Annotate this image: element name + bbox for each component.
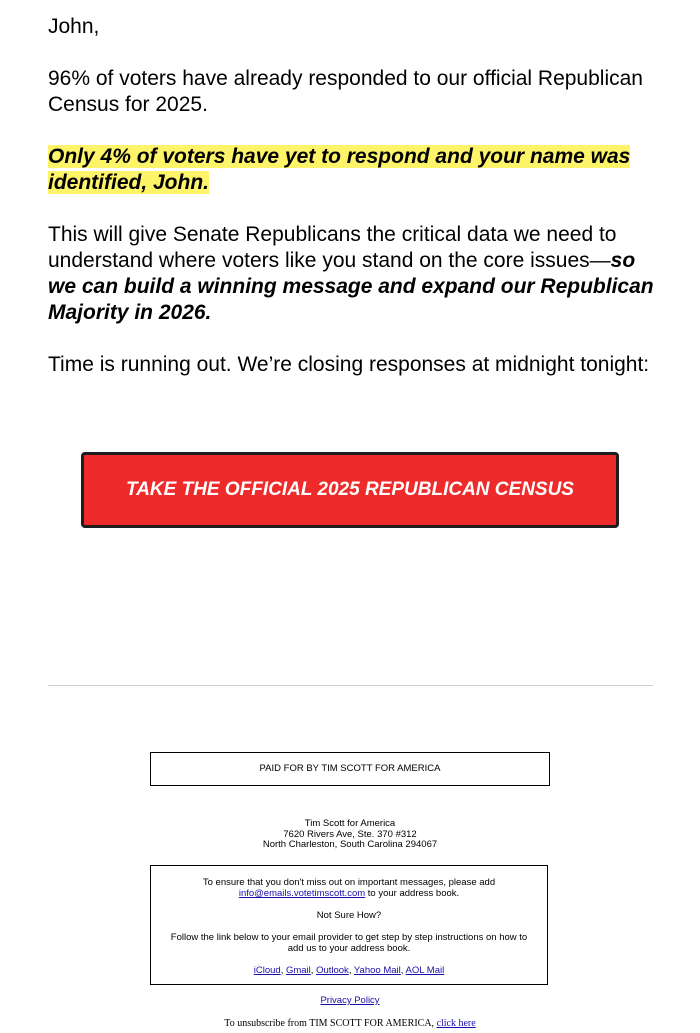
unsubscribe-link[interactable]: click here bbox=[436, 1018, 476, 1029]
data-paragraph bbox=[48, 222, 658, 326]
provider-link-aol[interactable]: AOL Mail bbox=[405, 965, 445, 976]
mailing-address bbox=[150, 819, 550, 851]
divider bbox=[48, 685, 653, 686]
unsubscribe-text: To unsubscribe from TIM SCOTT FOR AMERICA, bbox=[224, 1018, 437, 1029]
highlight-paragraph bbox=[48, 144, 658, 196]
not-sure-how: Not Sure How? bbox=[316, 910, 382, 921]
privacy-row bbox=[150, 995, 550, 1006]
data-paragraph-emphasis: so we can build a winning message and expand our Republican Majority in 2026. bbox=[48, 249, 654, 324]
email-body bbox=[48, 14, 658, 404]
sender-email-link[interactable]: info@emails.votetimscott.com bbox=[238, 888, 366, 899]
follow-instructions: Follow the link below to your email provider to get step by step instructions on how to add us to your address book. bbox=[170, 932, 528, 954]
take-census-button[interactable]: TAKE THE OFFICIAL 2025 REPUBLICAN CENSUS bbox=[81, 452, 619, 528]
address-book-box bbox=[150, 865, 548, 985]
address-book-intro-text: To ensure that you don't miss out on important messages, please add bbox=[202, 877, 496, 888]
greeting: John, bbox=[48, 15, 100, 38]
provider-link-outlook[interactable]: Outlook bbox=[316, 965, 349, 976]
address-org: Tim Scott for America bbox=[304, 818, 396, 829]
intro-paragraph: 96% of voters have already responded to our official Republican Census for 2025. bbox=[48, 67, 643, 116]
address-book-intro bbox=[163, 877, 535, 899]
unsubscribe-row bbox=[100, 1018, 600, 1029]
provider-link-yahoo[interactable]: Yahoo Mail bbox=[353, 965, 401, 976]
address-city: North Charleston, South Carolina 294067 bbox=[262, 839, 438, 850]
deadline-paragraph: Time is running out. We’re closing responses at midnight tonight: bbox=[48, 353, 650, 376]
paid-for-disclaimer: PAID FOR BY TIM SCOTT FOR AMERICA bbox=[150, 752, 550, 786]
privacy-policy-link[interactable]: Privacy Policy bbox=[320, 995, 380, 1006]
provider-links: iCloud, Gmail, Outlook, Yahoo Mail, AOL Mail bbox=[253, 965, 445, 976]
data-paragraph-text: This will give Senate Republicans the critical data we need to understand where voters like you stand on the core issues— bbox=[48, 223, 617, 272]
address-book-intro-suffix: to your address book. bbox=[365, 888, 460, 899]
address-street: 7620 Rivers Ave, Ste. 370 #312 bbox=[283, 828, 417, 840]
provider-link-icloud[interactable]: iCloud bbox=[253, 965, 281, 976]
highlighted-text: Only 4% of voters have yet to respond and your name was identified, John. bbox=[48, 145, 631, 194]
provider-link-gmail[interactable]: Gmail bbox=[285, 965, 311, 976]
cta-container bbox=[81, 452, 619, 528]
